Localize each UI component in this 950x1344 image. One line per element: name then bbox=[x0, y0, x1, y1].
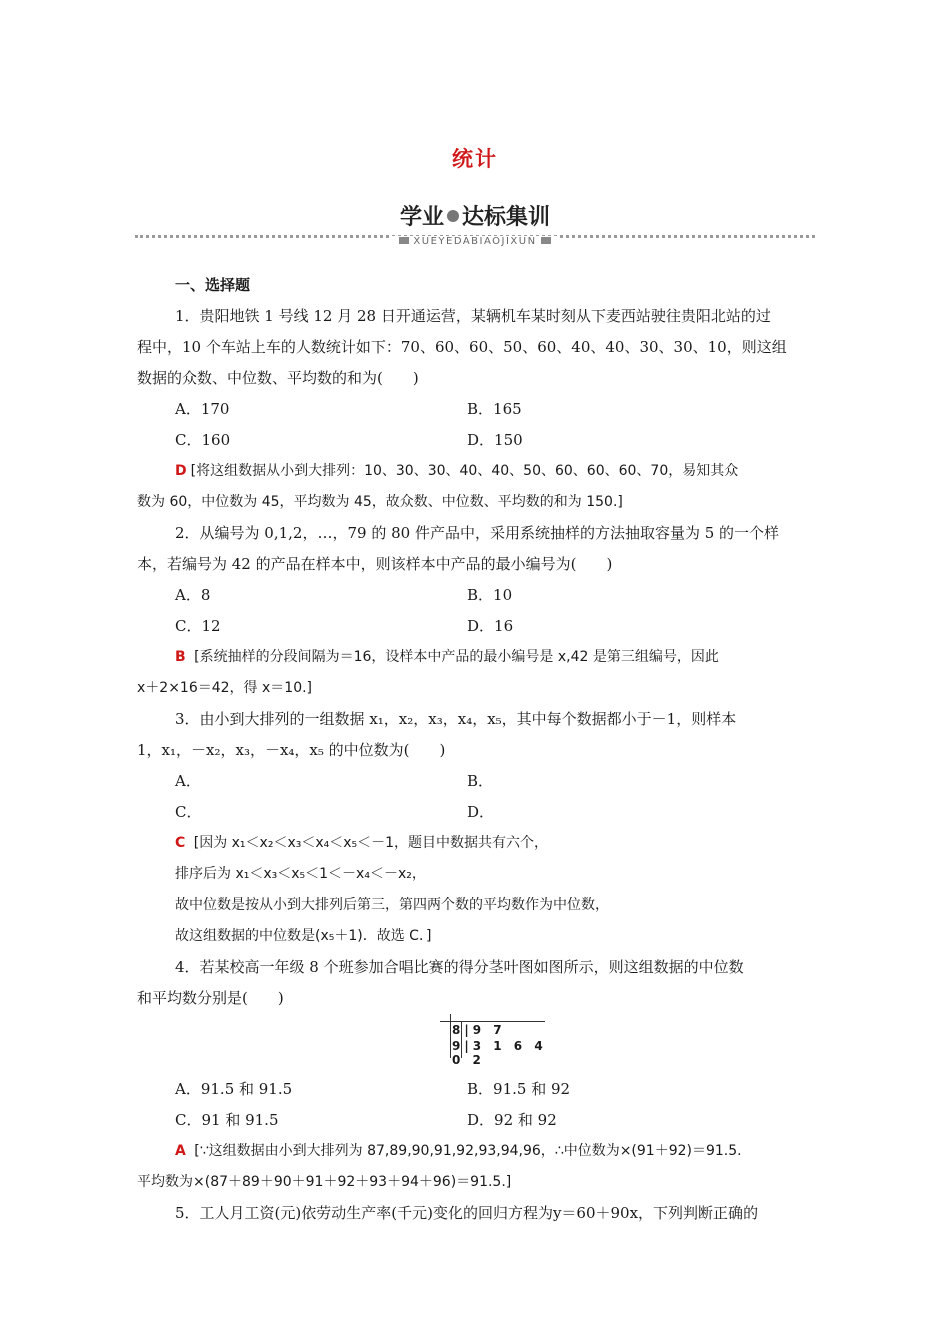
question-3-line: 3．由小到大排列的一组数据 x₁，x₂，x₃，x₄，x₅，其中每个数据都小于－1，则样本 bbox=[175, 710, 737, 728]
question-1-options bbox=[137, 425, 815, 456]
question-4-options bbox=[137, 1074, 815, 1105]
question-4-options bbox=[137, 1105, 815, 1136]
option-b: B．165 bbox=[467, 400, 522, 418]
option-c: C．91 和 91.5 bbox=[175, 1111, 279, 1129]
stem-row-8: 8|9 7 bbox=[452, 1023, 506, 1037]
option-a: A． bbox=[175, 772, 201, 790]
question-2-options bbox=[137, 580, 815, 611]
question-1-line: 1．贵阳地铁 1 号线 12 月 28 日开通运营，某辆机车某时刻从下麦西站驶往贵阳北站的过 bbox=[175, 307, 771, 325]
option-c: C．12 bbox=[175, 617, 221, 635]
question-2-line: 2．从编号为 0,1,2，…，79 的 80 件产品中，采用系统抽样的方法抽取容量为 5 的一个样 bbox=[175, 524, 780, 542]
banner-subtitle bbox=[135, 229, 815, 248]
section-banner bbox=[135, 200, 815, 245]
plot-stem-rule bbox=[450, 1014, 451, 1058]
question-4-line: 和平均数分别是( ) bbox=[137, 989, 284, 1007]
explanation: 排序后为 x₁＜x₃＜x₅＜1＜－x₄＜－x₂， bbox=[175, 866, 426, 882]
banner-right: 达标集训 bbox=[462, 205, 551, 230]
question-1-options bbox=[137, 394, 815, 425]
plot-top-rule bbox=[440, 1021, 545, 1022]
option-b: B．91.5 和 92 bbox=[467, 1080, 571, 1098]
option-d: D．150 bbox=[467, 431, 523, 449]
question-3-line: 1，x₁，－x₂，x₃，－x₄，x₅ 的中位数为( ) bbox=[137, 741, 446, 759]
question-3-options bbox=[137, 797, 815, 828]
explanation: 故这组数据的中位数是(x₅＋1)．故选 C．] bbox=[175, 928, 432, 944]
page-title: 统计 bbox=[452, 146, 498, 171]
arrow-circle-icon bbox=[447, 210, 459, 222]
answer-4 bbox=[137, 1136, 815, 1167]
question-3-options bbox=[137, 766, 815, 797]
question-5-line: 5．工人月工资(元)依劳动生产率(千元)变化的回归方程为y＝60＋90x，下列判断正确的 bbox=[175, 1204, 759, 1222]
stem-leaf-plot bbox=[440, 1016, 550, 1067]
answer-2 bbox=[137, 642, 815, 673]
question-2-line: 本，若编号为 42 的产品在样本中，则该样本中产品的最小编号为( ) bbox=[137, 555, 613, 573]
option-d: D．16 bbox=[467, 617, 514, 635]
stem-leaf-plot-area bbox=[137, 1014, 815, 1074]
banner-sub-text: XUEYEDABIAOJIXUN bbox=[391, 236, 558, 247]
explanation: [系统抽样的分段间隔为＝16，设样本中产品的最小编号是 x,42 是第三组编号，因此 bbox=[194, 649, 719, 665]
option-b: B． bbox=[467, 772, 494, 790]
option-c: C．160 bbox=[175, 431, 231, 449]
explanation: 数为 60，中位数为 45，平均数为 45，故众数、中位数、平均数的和为 150.] bbox=[137, 494, 623, 510]
banner-left: 学业 bbox=[399, 205, 444, 230]
question-1-line: 程中，10 个车站上车的人数统计如下：70、60、60、50、60、40、40、30、30、10，则这组 bbox=[137, 338, 787, 356]
answer-letter: C bbox=[175, 835, 186, 851]
option-a: A．170 bbox=[175, 400, 230, 418]
option-a: A．8 bbox=[175, 586, 211, 604]
explanation: [将这组数据从小到大排列：10、30、30、40、40、50、60、60、60、70，易知其众 bbox=[190, 463, 739, 479]
option-b: B．10 bbox=[467, 586, 513, 604]
question-2-options bbox=[137, 611, 815, 642]
option-c: C． bbox=[175, 803, 202, 821]
question-4-line: 4．若某校高一年级 8 个班参加合唱比赛的得分茎叶图如图所示，则这组数据的中位数 bbox=[175, 958, 744, 976]
answer-letter: D bbox=[175, 463, 187, 479]
explanation: 故中位数是按从小到大排列后第三，第四两个数的平均数作为中位数， bbox=[175, 897, 609, 913]
option-d: D． bbox=[467, 803, 495, 821]
option-d: D．92 和 92 bbox=[467, 1111, 557, 1129]
explanation: [∵这组数据由小到大排列为 87,89,90,91,92,93,94,96，∴中位数为×(91＋92)＝91.5. bbox=[194, 1143, 742, 1159]
option-a: A．91.5 和 91.5 bbox=[175, 1080, 293, 1098]
answer-letter: B bbox=[175, 649, 186, 665]
explanation: [因为 x₁＜x₂＜x₃＜x₄＜x₅＜－1，题目中数据共有六个， bbox=[193, 835, 549, 851]
section-heading: 一、选择题 bbox=[175, 276, 251, 294]
banner-title bbox=[135, 200, 815, 231]
answer-1 bbox=[137, 456, 815, 487]
answer-3 bbox=[137, 828, 815, 859]
explanation: 平均数为×(87＋89＋90＋91＋92＋93＋94＋96)＝91.5.] bbox=[137, 1174, 512, 1190]
answer-letter: A bbox=[175, 1143, 186, 1159]
explanation: x＋2×16＝42，得 x＝10.] bbox=[137, 680, 313, 696]
stem-row-9: 9|3 1 6 4 0 2 bbox=[452, 1039, 547, 1067]
question-1-line: 数据的众数、中位数、平均数的和为( ) bbox=[137, 369, 419, 387]
document-body bbox=[137, 270, 815, 1229]
